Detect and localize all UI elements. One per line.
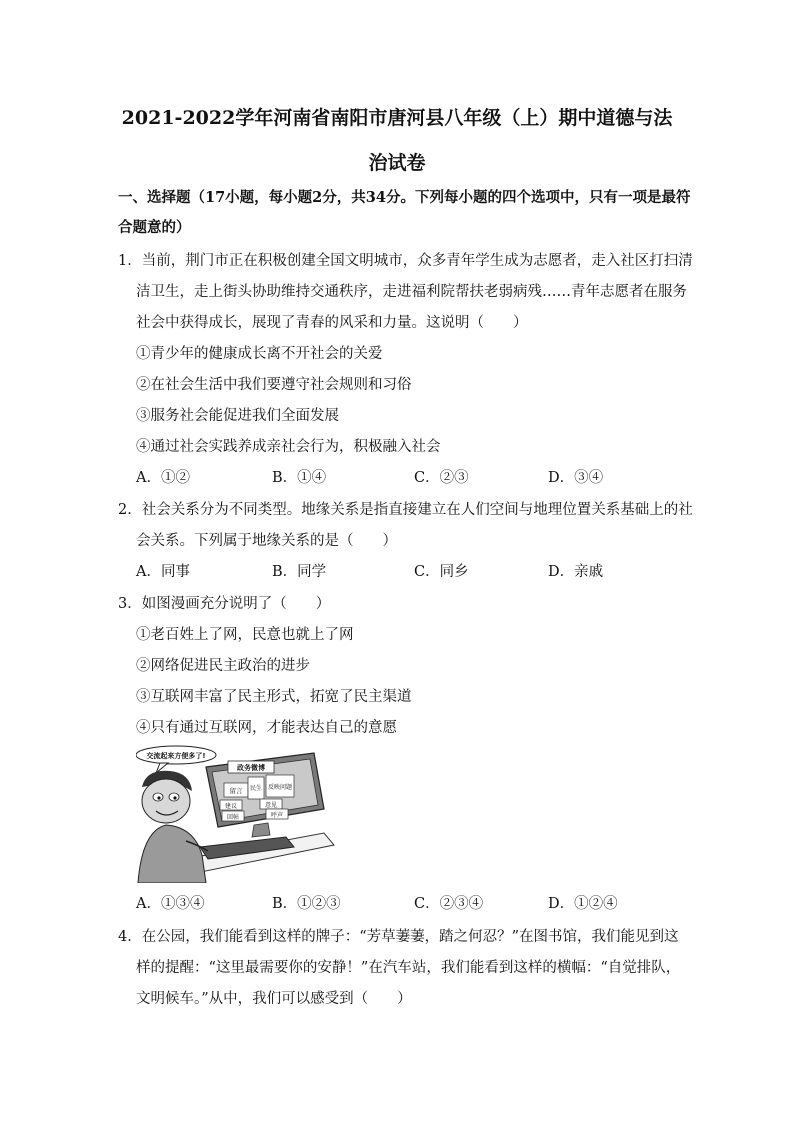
question-1-options <box>136 466 696 486</box>
question-3-option-b[interactable]: B．①②③ <box>272 896 341 912</box>
question-4-line2: 样的提醒：“这里最需要你的安静！”在汽车站，我们能看到这样的横幅：“自觉排队， <box>136 960 681 976</box>
question-3-option-a[interactable]: A．①③④ <box>136 896 205 912</box>
question-1-option-a[interactable]: A．①② <box>136 470 190 486</box>
question-1-option-d[interactable]: D．③④ <box>548 470 604 486</box>
question-1-line3: 社会中获得成长，展现了青春的风采和力量。这说明（ ） <box>136 315 528 331</box>
question-3-statement-3: ③互联网丰富了民主形式，拓宽了民主渠道 <box>136 689 412 705</box>
cartoon-label-jianyi: 建议 <box>224 803 238 810</box>
question-1-statement-1: ①青少年的健康成长离不开社会的关爱 <box>136 346 383 362</box>
question-4-line3: 文明候车。”从中，我们可以感受到（ ） <box>136 991 412 1007</box>
question-1-line1: 1．当前，荆门市正在积极创建全国文明城市，众多青年学生成为志愿者，走入社区打扫清 <box>118 253 693 269</box>
question-1-statement-3: ③服务社会能促进我们全面发展 <box>136 408 339 424</box>
question-2-line2: 会关系。下列属于地缘关系的是（ ） <box>136 533 397 549</box>
cartoon-board-label: 政务微博 <box>237 764 265 772</box>
question-4-line1: 4．在公园，我们能看到这样的牌子：“芳草萋萋，踏之何忍？”在图书馆，我们能见到这 <box>118 929 679 945</box>
cartoon-label-fanying: 反映问题 <box>267 784 293 791</box>
exam-title-line1: 2021-2022学年河南省南阳市唐河县八年级（上）期中道德与法 <box>121 107 673 129</box>
cartoon-label-huitie: 回帖 <box>226 814 240 821</box>
question-3-option-c[interactable]: C．②③④ <box>414 896 484 912</box>
question-2-line1: 2．社会关系分为不同类型。地缘关系是指直接建立在人们空间与地理位置关系基础上的社 <box>118 502 693 518</box>
question-1-line2: 洁卫生，走上街头协助维持交通秩序，走进福利院帮扶老弱病残……青年志愿者在服务 <box>136 284 687 300</box>
cartoon-label-husheng: 呼声 <box>270 812 284 819</box>
question-3-option-d[interactable]: D．①②④ <box>548 896 618 912</box>
cartoon-speech-bubble: 交流起来方便多了! <box>146 752 206 760</box>
question-3-options <box>136 892 696 912</box>
question-2-option-b[interactable]: B．同学 <box>272 564 327 580</box>
question-1-statement-4: ④通过社会实践养成亲社会行为，积极融入社会 <box>136 439 441 455</box>
question-3-statement-2: ②网络促进民主政治的进步 <box>136 658 310 674</box>
question-1-option-b[interactable]: B．①④ <box>272 470 327 486</box>
question-1-statement-2: ②在社会生活中我们要遵守社会规则和习俗 <box>136 377 412 393</box>
question-3-statement-1: ①老百姓上了网，民意也就上了网 <box>136 627 354 643</box>
question-2-option-c[interactable]: C．同乡 <box>414 564 469 580</box>
cartoon-label-yijian: 意见 <box>264 802 278 809</box>
question-1-option-c[interactable]: C．②③ <box>414 470 469 486</box>
cartoon-label-minsheng: 民生 <box>249 785 263 792</box>
question-3-statement-4: ④只有通过互联网，才能表达自己的意愿 <box>136 720 397 736</box>
question-2-option-d[interactable]: D．亲戚 <box>548 564 604 580</box>
question-2-options <box>136 560 696 580</box>
section-heading-line2: 合题意的） <box>118 219 191 236</box>
question-3-line1: 3．如图漫画充分说明了（ ） <box>118 596 331 612</box>
cartoon-illustration <box>136 745 336 883</box>
cartoon-label-liuyan: 留言 <box>229 787 243 795</box>
exam-title-line2: 治试卷 <box>368 152 426 174</box>
question-2-option-a[interactable]: A．同事 <box>136 564 190 580</box>
section-heading-line1: 一、选择题（17小题，每小题2分，共34分。下列每小题的四个选项中，只有一项是最符 <box>118 189 691 206</box>
